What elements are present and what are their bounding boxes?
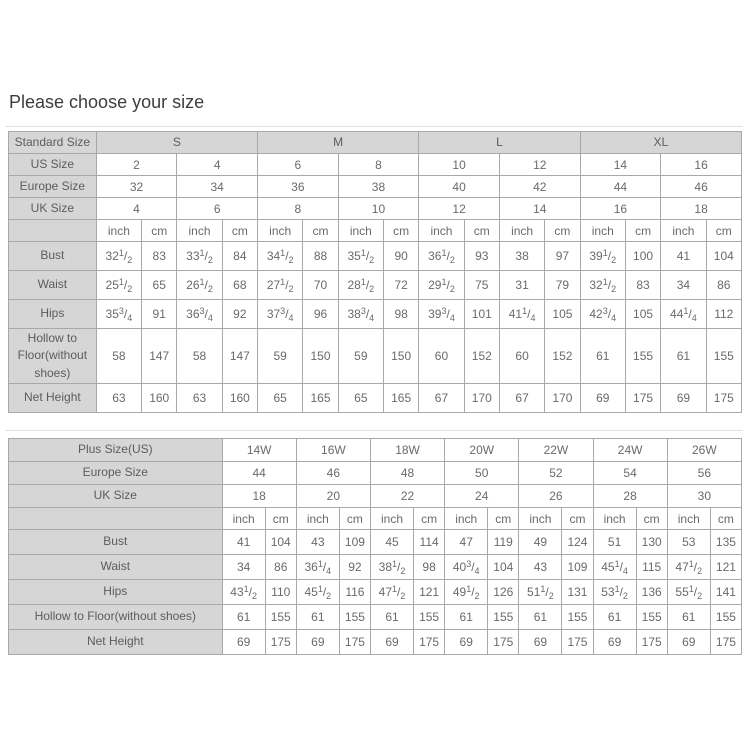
unit-cm-cell: cm bbox=[706, 220, 741, 242]
size-value-cell: 6 bbox=[177, 198, 258, 220]
measure-row-label: Net Height bbox=[9, 630, 223, 655]
standard-size-table bbox=[8, 131, 742, 413]
table-row bbox=[9, 605, 742, 630]
measure-value-cell: $42^3/_4$ bbox=[580, 300, 625, 329]
measure-value-cell: 147 bbox=[142, 329, 177, 384]
size-value-cell: 4 bbox=[96, 198, 177, 220]
measure-value-cell: 175 bbox=[265, 630, 296, 655]
unit-cm-cell: cm bbox=[545, 220, 580, 242]
plus-size-table bbox=[8, 438, 742, 655]
measure-value-cell: 96 bbox=[303, 300, 338, 329]
measure-value-cell: 175 bbox=[636, 630, 667, 655]
size-group-cell: 24W bbox=[593, 439, 667, 462]
measure-value-cell: 69 bbox=[222, 630, 265, 655]
size-group-cell: 14W bbox=[222, 439, 296, 462]
size-value-cell: 52 bbox=[519, 462, 593, 485]
size-value-cell: 46 bbox=[661, 176, 742, 198]
measure-value-cell: $45^1/_4$ bbox=[593, 555, 636, 580]
size-group-cell: XL bbox=[580, 132, 741, 154]
measure-value-cell: 61 bbox=[370, 605, 413, 630]
size-row-label: UK Size bbox=[9, 198, 97, 220]
unit-cm-cell: cm bbox=[488, 508, 519, 530]
measure-value-cell: 67 bbox=[419, 384, 464, 413]
measure-value-cell: 91 bbox=[142, 300, 177, 329]
measure-value-cell: 165 bbox=[303, 384, 338, 413]
size-group-cell: 16W bbox=[296, 439, 370, 462]
measure-value-cell: 60 bbox=[419, 329, 464, 384]
unit-inch-cell: inch bbox=[445, 508, 488, 530]
size-value-cell: 28 bbox=[593, 485, 667, 508]
measure-value-cell: 43 bbox=[296, 530, 339, 555]
unit-inch-cell: inch bbox=[177, 220, 222, 242]
unit-inch-cell: inch bbox=[593, 508, 636, 530]
measure-value-cell: 41 bbox=[222, 530, 265, 555]
measure-row-label: Hips bbox=[9, 300, 97, 329]
measure-value-cell: 97 bbox=[545, 242, 580, 271]
unit-inch-cell: inch bbox=[338, 220, 383, 242]
size-value-cell: 34 bbox=[177, 176, 258, 198]
measure-value-cell: 121 bbox=[710, 555, 741, 580]
measure-value-cell: $43^1/_2$ bbox=[222, 580, 265, 605]
table-row bbox=[9, 485, 742, 508]
size-group-cell: L bbox=[419, 132, 580, 154]
measure-row-label: Bust bbox=[9, 530, 223, 555]
measure-value-cell: 59 bbox=[258, 329, 303, 384]
size-value-cell: 12 bbox=[419, 198, 500, 220]
measure-value-cell: 152 bbox=[464, 329, 499, 384]
measure-value-cell: $41^1/_4$ bbox=[499, 300, 544, 329]
measure-value-cell: 69 bbox=[667, 630, 710, 655]
measure-value-cell: 136 bbox=[636, 580, 667, 605]
size-value-cell: 54 bbox=[593, 462, 667, 485]
size-value-cell: 42 bbox=[499, 176, 580, 198]
measure-value-cell: 104 bbox=[488, 555, 519, 580]
measure-value-cell: 61 bbox=[445, 605, 488, 630]
table-row bbox=[9, 462, 742, 485]
measure-value-cell: $38^3/_4$ bbox=[338, 300, 383, 329]
size-value-cell: 4 bbox=[177, 154, 258, 176]
measure-value-cell: 104 bbox=[265, 530, 296, 555]
unit-cm-cell: cm bbox=[303, 220, 338, 242]
measure-value-cell: $36^1/_4$ bbox=[296, 555, 339, 580]
unit-inch-cell: inch bbox=[96, 220, 141, 242]
size-value-cell: 38 bbox=[338, 176, 419, 198]
table-row bbox=[9, 580, 742, 605]
measure-value-cell: 69 bbox=[593, 630, 636, 655]
measure-value-cell: $45^1/_2$ bbox=[296, 580, 339, 605]
measure-value-cell: 72 bbox=[384, 271, 419, 300]
size-value-cell: 32 bbox=[96, 176, 177, 198]
table-row bbox=[9, 300, 742, 329]
measure-value-cell: 65 bbox=[338, 384, 383, 413]
measure-value-cell: 141 bbox=[710, 580, 741, 605]
measure-value-cell: $40^3/_4$ bbox=[445, 555, 488, 580]
measure-value-cell: 98 bbox=[384, 300, 419, 329]
unit-cm-cell: cm bbox=[265, 508, 296, 530]
size-group-cell: 26W bbox=[667, 439, 741, 462]
size-group-cell: S bbox=[96, 132, 257, 154]
divider bbox=[5, 126, 743, 127]
measure-value-cell: 155 bbox=[339, 605, 370, 630]
measure-value-cell: 67 bbox=[499, 384, 544, 413]
measure-value-cell: 69 bbox=[580, 384, 625, 413]
measure-value-cell: 83 bbox=[625, 271, 660, 300]
measure-value-cell: 70 bbox=[303, 271, 338, 300]
measure-value-cell: 126 bbox=[488, 580, 519, 605]
unit-inch-cell: inch bbox=[667, 508, 710, 530]
size-value-cell: 14 bbox=[499, 198, 580, 220]
measure-row-label: Hollow to Floor(without shoes) bbox=[9, 329, 97, 384]
table-row bbox=[9, 508, 742, 530]
unit-cm-cell: cm bbox=[464, 220, 499, 242]
measure-value-cell: 105 bbox=[625, 300, 660, 329]
measure-value-cell: $33^1/_2$ bbox=[177, 242, 222, 271]
measure-value-cell: 38 bbox=[499, 242, 544, 271]
measure-value-cell: 61 bbox=[661, 329, 706, 384]
table-row bbox=[9, 176, 742, 198]
measure-value-cell: 49 bbox=[519, 530, 562, 555]
size-value-cell: 48 bbox=[370, 462, 444, 485]
measure-value-cell: 155 bbox=[625, 329, 660, 384]
measure-value-cell: 61 bbox=[222, 605, 265, 630]
measure-value-cell: 175 bbox=[706, 384, 741, 413]
size-value-cell: 18 bbox=[661, 198, 742, 220]
size-value-cell: 46 bbox=[296, 462, 370, 485]
table-row bbox=[9, 271, 742, 300]
measure-value-cell: 45 bbox=[370, 530, 413, 555]
measure-value-cell: 175 bbox=[339, 630, 370, 655]
size-value-cell: 22 bbox=[370, 485, 444, 508]
table-row bbox=[9, 154, 742, 176]
measure-value-cell: 109 bbox=[339, 530, 370, 555]
measure-value-cell: $25^1/_2$ bbox=[96, 271, 141, 300]
measure-value-cell: 53 bbox=[667, 530, 710, 555]
size-value-cell: 8 bbox=[338, 154, 419, 176]
measure-value-cell: 175 bbox=[414, 630, 445, 655]
measure-value-cell: 116 bbox=[339, 580, 370, 605]
measure-value-cell: 75 bbox=[464, 271, 499, 300]
measure-value-cell: 155 bbox=[706, 329, 741, 384]
measure-value-cell: 155 bbox=[562, 605, 593, 630]
measure-value-cell: 165 bbox=[384, 384, 419, 413]
size-value-cell: 10 bbox=[419, 154, 500, 176]
unit-cm-cell: cm bbox=[562, 508, 593, 530]
measure-value-cell: 65 bbox=[142, 271, 177, 300]
measure-value-cell: 175 bbox=[488, 630, 519, 655]
measure-value-cell: 58 bbox=[177, 329, 222, 384]
size-value-cell: 50 bbox=[445, 462, 519, 485]
size-value-cell: 14 bbox=[580, 154, 661, 176]
measure-value-cell: 155 bbox=[710, 605, 741, 630]
unit-inch-cell: inch bbox=[519, 508, 562, 530]
table-row bbox=[9, 555, 742, 580]
measure-value-cell: 34 bbox=[222, 555, 265, 580]
measure-value-cell: 105 bbox=[545, 300, 580, 329]
measure-value-cell: 84 bbox=[222, 242, 257, 271]
measure-value-cell: 175 bbox=[625, 384, 660, 413]
unit-cm-cell: cm bbox=[222, 220, 257, 242]
measure-value-cell: 150 bbox=[384, 329, 419, 384]
measure-value-cell: 51 bbox=[593, 530, 636, 555]
measure-value-cell: 43 bbox=[519, 555, 562, 580]
size-value-cell: 8 bbox=[258, 198, 339, 220]
unit-cm-cell: cm bbox=[625, 220, 660, 242]
measure-value-cell: 170 bbox=[545, 384, 580, 413]
table-row bbox=[9, 630, 742, 655]
size-row-label: US Size bbox=[9, 154, 97, 176]
page-title: Please choose your size bbox=[9, 92, 205, 112]
measure-value-cell: 63 bbox=[177, 384, 222, 413]
measure-value-cell: 83 bbox=[142, 242, 177, 271]
measure-value-cell: 41 bbox=[661, 242, 706, 271]
measure-value-cell: 92 bbox=[222, 300, 257, 329]
measure-value-cell: 152 bbox=[545, 329, 580, 384]
measure-value-cell: $53^1/_2$ bbox=[593, 580, 636, 605]
size-value-cell: 56 bbox=[667, 462, 741, 485]
size-value-cell: 10 bbox=[338, 198, 419, 220]
table-row bbox=[9, 242, 742, 271]
measure-value-cell: 69 bbox=[296, 630, 339, 655]
measure-value-cell: 155 bbox=[265, 605, 296, 630]
size-group-cell: 20W bbox=[445, 439, 519, 462]
size-group-cell: 18W bbox=[370, 439, 444, 462]
measure-value-cell: $55^1/_2$ bbox=[667, 580, 710, 605]
size-value-cell: 44 bbox=[222, 462, 296, 485]
unit-inch-cell: inch bbox=[661, 220, 706, 242]
unit-cm-cell: cm bbox=[142, 220, 177, 242]
table-row bbox=[9, 384, 742, 413]
measure-value-cell: $32^1/_2$ bbox=[96, 242, 141, 271]
unit-inch-cell: inch bbox=[499, 220, 544, 242]
measure-value-cell: 93 bbox=[464, 242, 499, 271]
table-row bbox=[9, 329, 742, 384]
measure-value-cell: $32^1/_2$ bbox=[580, 271, 625, 300]
size-value-cell: 36 bbox=[258, 176, 339, 198]
measure-row-label: Waist bbox=[9, 555, 223, 580]
measure-value-cell: 68 bbox=[222, 271, 257, 300]
measure-value-cell: 160 bbox=[142, 384, 177, 413]
measure-value-cell: $47^1/_2$ bbox=[370, 580, 413, 605]
measure-value-cell: 160 bbox=[222, 384, 257, 413]
unit-inch-cell: inch bbox=[258, 220, 303, 242]
measure-value-cell: $51^1/_2$ bbox=[519, 580, 562, 605]
measure-value-cell: 61 bbox=[667, 605, 710, 630]
size-row-label: UK Size bbox=[9, 485, 223, 508]
measure-value-cell: $39^3/_4$ bbox=[419, 300, 464, 329]
measure-value-cell: 79 bbox=[545, 271, 580, 300]
measure-value-cell: 112 bbox=[706, 300, 741, 329]
measure-value-cell: 135 bbox=[710, 530, 741, 555]
size-value-cell: 16 bbox=[661, 154, 742, 176]
unit-inch-cell: inch bbox=[580, 220, 625, 242]
measure-row-label: Hips bbox=[9, 580, 223, 605]
measure-value-cell: $35^3/_4$ bbox=[96, 300, 141, 329]
unit-cm-cell: cm bbox=[636, 508, 667, 530]
size-value-cell: 6 bbox=[258, 154, 339, 176]
table-corner-label: Standard Size bbox=[9, 132, 97, 154]
measure-value-cell: $39^1/_2$ bbox=[580, 242, 625, 271]
unit-cm-cell: cm bbox=[384, 220, 419, 242]
measure-value-cell: 90 bbox=[384, 242, 419, 271]
measure-value-cell: $28^1/_2$ bbox=[338, 271, 383, 300]
table-corner-label: Plus Size(US) bbox=[9, 439, 223, 462]
measure-value-cell: 69 bbox=[445, 630, 488, 655]
measure-value-cell: 58 bbox=[96, 329, 141, 384]
size-value-cell: 2 bbox=[96, 154, 177, 176]
measure-value-cell: 69 bbox=[661, 384, 706, 413]
measure-value-cell: 60 bbox=[499, 329, 544, 384]
measure-value-cell: 86 bbox=[706, 271, 741, 300]
table-row bbox=[9, 530, 742, 555]
measure-value-cell: 63 bbox=[96, 384, 141, 413]
measure-value-cell: 131 bbox=[562, 580, 593, 605]
measure-value-cell: 61 bbox=[296, 605, 339, 630]
measure-value-cell: 150 bbox=[303, 329, 338, 384]
measure-value-cell: 69 bbox=[519, 630, 562, 655]
size-group-cell: M bbox=[258, 132, 419, 154]
unit-cm-cell: cm bbox=[339, 508, 370, 530]
measure-value-cell: 88 bbox=[303, 242, 338, 271]
unit-inch-cell: inch bbox=[222, 508, 265, 530]
measure-value-cell: 61 bbox=[580, 329, 625, 384]
measure-value-cell: 121 bbox=[414, 580, 445, 605]
measure-value-cell: 98 bbox=[414, 555, 445, 580]
measure-row-label: Bust bbox=[9, 242, 97, 271]
measure-value-cell: $47^1/_2$ bbox=[667, 555, 710, 580]
measure-value-cell: 110 bbox=[265, 580, 296, 605]
size-value-cell: 24 bbox=[445, 485, 519, 508]
measure-row-label: Net Height bbox=[9, 384, 97, 413]
measure-value-cell: 155 bbox=[488, 605, 519, 630]
measure-value-cell: $27^1/_2$ bbox=[258, 271, 303, 300]
measure-value-cell: 119 bbox=[488, 530, 519, 555]
unit-inch-cell: inch bbox=[370, 508, 413, 530]
measure-value-cell: 115 bbox=[636, 555, 667, 580]
size-group-cell: 22W bbox=[519, 439, 593, 462]
units-corner-cell bbox=[9, 220, 97, 242]
measure-row-label: Waist bbox=[9, 271, 97, 300]
measure-value-cell: 175 bbox=[562, 630, 593, 655]
table-row bbox=[9, 132, 742, 154]
size-value-cell: 12 bbox=[499, 154, 580, 176]
measure-value-cell: 61 bbox=[519, 605, 562, 630]
table-row bbox=[9, 198, 742, 220]
measure-value-cell: $35^1/_2$ bbox=[338, 242, 383, 271]
measure-value-cell: $36^1/_2$ bbox=[419, 242, 464, 271]
measure-value-cell: $34^1/_2$ bbox=[258, 242, 303, 271]
measure-value-cell: 100 bbox=[625, 242, 660, 271]
measure-value-cell: 147 bbox=[222, 329, 257, 384]
size-row-label: Europe Size bbox=[9, 176, 97, 198]
unit-cm-cell: cm bbox=[710, 508, 741, 530]
measure-value-cell: 69 bbox=[370, 630, 413, 655]
measure-value-cell: 86 bbox=[265, 555, 296, 580]
size-value-cell: 44 bbox=[580, 176, 661, 198]
size-value-cell: 26 bbox=[519, 485, 593, 508]
measure-row-label: Hollow to Floor(without shoes) bbox=[9, 605, 223, 630]
measure-value-cell: 130 bbox=[636, 530, 667, 555]
measure-value-cell: 170 bbox=[464, 384, 499, 413]
measure-value-cell: $49^1/_2$ bbox=[445, 580, 488, 605]
measure-value-cell: $37^3/_4$ bbox=[258, 300, 303, 329]
unit-inch-cell: inch bbox=[419, 220, 464, 242]
units-corner-cell bbox=[9, 508, 223, 530]
size-value-cell: 40 bbox=[419, 176, 500, 198]
measure-value-cell: 109 bbox=[562, 555, 593, 580]
measure-value-cell: $36^3/_4$ bbox=[177, 300, 222, 329]
measure-value-cell: 31 bbox=[499, 271, 544, 300]
measure-value-cell: 65 bbox=[258, 384, 303, 413]
size-value-cell: 30 bbox=[667, 485, 741, 508]
measure-value-cell: 114 bbox=[414, 530, 445, 555]
measure-value-cell: 34 bbox=[661, 271, 706, 300]
size-value-cell: 18 bbox=[222, 485, 296, 508]
measure-value-cell: 61 bbox=[593, 605, 636, 630]
table-row bbox=[9, 220, 742, 242]
size-value-cell: 20 bbox=[296, 485, 370, 508]
measure-value-cell: 92 bbox=[339, 555, 370, 580]
unit-cm-cell: cm bbox=[414, 508, 445, 530]
measure-value-cell: 101 bbox=[464, 300, 499, 329]
measure-value-cell: $26^1/_2$ bbox=[177, 271, 222, 300]
measure-value-cell: 59 bbox=[338, 329, 383, 384]
measure-value-cell: $38^1/_2$ bbox=[370, 555, 413, 580]
divider bbox=[5, 430, 743, 431]
unit-inch-cell: inch bbox=[296, 508, 339, 530]
measure-value-cell: $44^1/_4$ bbox=[661, 300, 706, 329]
size-row-label: Europe Size bbox=[9, 462, 223, 485]
table-row bbox=[9, 439, 742, 462]
measure-value-cell: 155 bbox=[414, 605, 445, 630]
measure-value-cell: $29^1/_2$ bbox=[419, 271, 464, 300]
measure-value-cell: 175 bbox=[710, 630, 741, 655]
measure-value-cell: 47 bbox=[445, 530, 488, 555]
measure-value-cell: 104 bbox=[706, 242, 741, 271]
size-value-cell: 16 bbox=[580, 198, 661, 220]
measure-value-cell: 124 bbox=[562, 530, 593, 555]
measure-value-cell: 155 bbox=[636, 605, 667, 630]
